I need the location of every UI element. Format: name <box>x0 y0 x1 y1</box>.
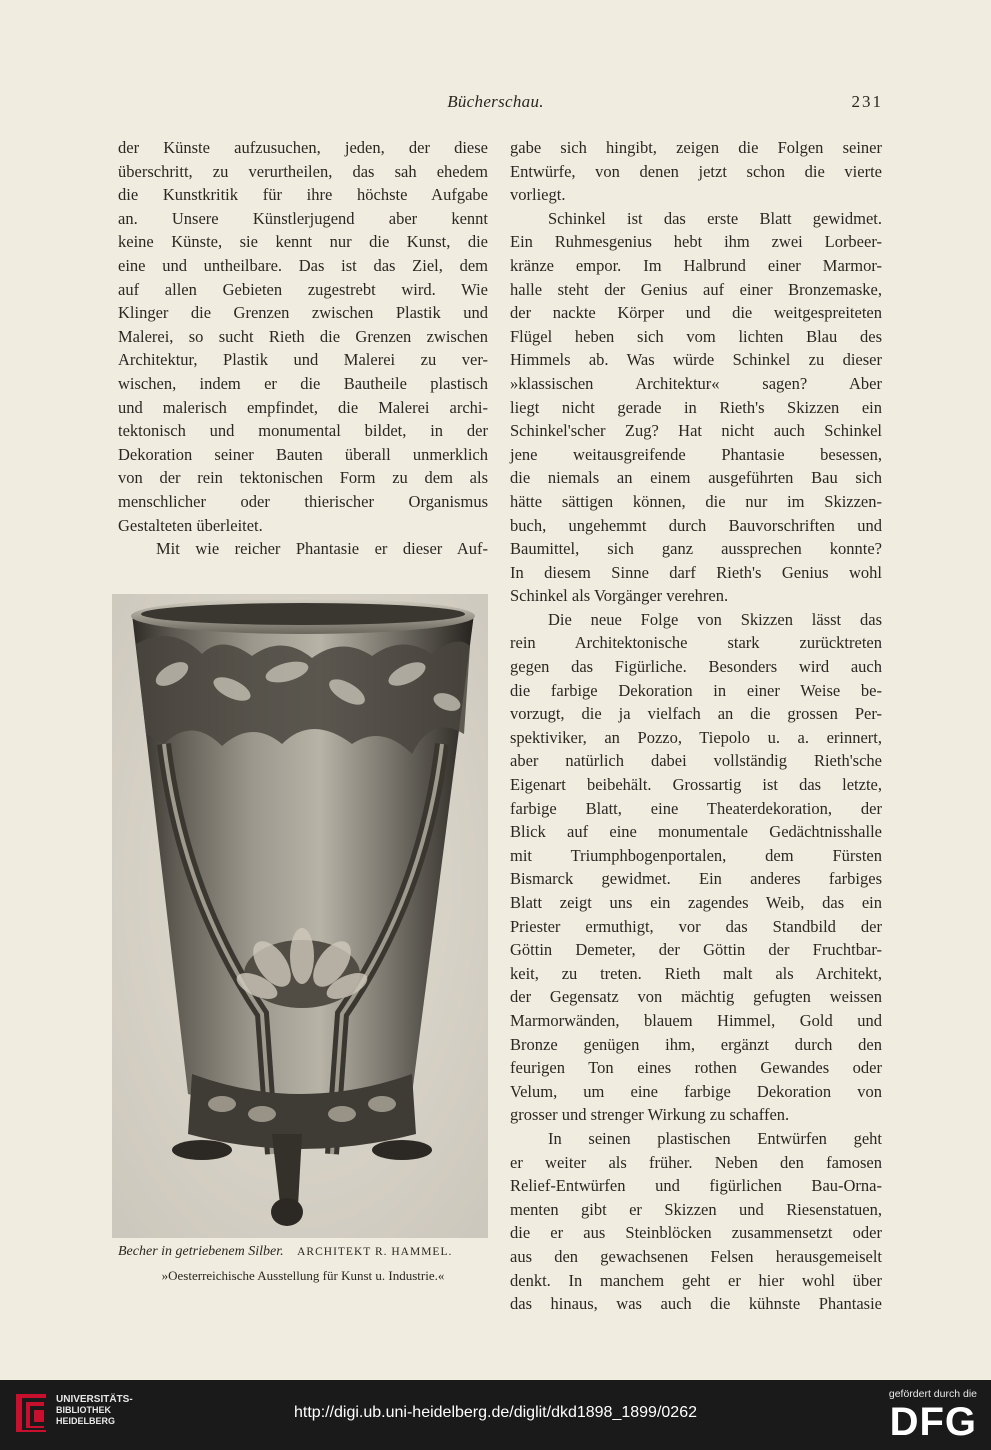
text-line: keine Künste, sie kennt nur die Kunst, die <box>118 232 488 252</box>
text-line: rein Architektonische stark zurücktreten <box>510 633 882 653</box>
text-line: menten gibt er Skizzen und Riesenstatuen, <box>510 1199 882 1219</box>
text-line: kränze empor. Im Halbrund einer Marmor- <box>510 255 882 275</box>
text-line: an. Unsere Künstlerjugend aber kennt <box>118 208 488 228</box>
text-line: und malerisch empfindet, die Malerei archi- <box>118 397 488 417</box>
text-line: Flügel heben sich vom lichten Blau des <box>510 326 882 346</box>
text-line: hätte sättigen können, die nur im Skizzen- <box>510 491 882 511</box>
source-url[interactable]: http://digi.ub.uni-heidelberg.de/diglit/dkd1898_1899/0262 <box>294 1404 697 1421</box>
text-line: vorzugt, die ja vielfach an die grossen Per- <box>510 704 882 724</box>
text-line: Priester ermuthigt, vor das Standbild der <box>510 916 882 936</box>
text-line: der nackte Körper und die weitgespreiteten <box>510 303 882 323</box>
text-line: die niemals an einem ausgeführten Bau sich <box>510 468 882 488</box>
text-line: Baumittel, sich ganz aussprechen konnte? <box>510 539 882 559</box>
text-line: Architektur, Plastik und Malerei zu ver- <box>118 350 488 370</box>
text-line: vorliegt. <box>510 185 566 205</box>
library-line-3: HEIDELBERG <box>56 1416 116 1426</box>
text-line: In seinen plastischen Entwürfen geht <box>548 1128 882 1148</box>
text-line: Malerei, so sucht Rieth die Grenzen zwischen <box>118 326 488 346</box>
text-line: Schinkel ist das erste Blatt gewidmet. <box>548 208 882 228</box>
text-line: Dekoration seiner Bauten überall unmerklich <box>118 444 488 464</box>
left-text-column <box>118 136 488 561</box>
text-line: auf allen Gebieten zugestrebt wird. Wie <box>118 279 488 299</box>
text-line: Entwürfe, von denen jetzt schon die vierte <box>510 161 882 181</box>
text-line: das hinaus, was auch die kühnste Phantasie <box>510 1294 882 1314</box>
text-line: wischen, indem er die Bautheile plastisch <box>118 373 488 393</box>
text-line: halle steht der Genius auf einer Bronzemaske, <box>510 279 882 299</box>
text-line: Göttin Demeter, der Göttin der Fruchtbar- <box>510 940 882 960</box>
text-line: die farbige Dekoration in einer Weise be- <box>510 680 882 700</box>
text-line: feurigen Ton eines rothen Gewandes oder <box>510 1058 882 1078</box>
text-line: spektiviker, an Pozzo, Tiepolo u. a. erinnert, <box>510 727 882 747</box>
text-line: Blick auf eine monumentale Gedächtnisshalle <box>510 822 882 842</box>
text-line: jene weitausgreifende Phantasie besessen, <box>510 444 882 464</box>
text-line: Klinger die Grenzen zwischen Plastik und <box>118 303 488 323</box>
caption-credit: ARCHITEKT R. HAMMEL. <box>297 1246 453 1258</box>
text-line: Velum, um eine farbige Dekoration von <box>510 1081 882 1101</box>
text-line: Mit wie reicher Phantasie er dieser Auf- <box>156 539 488 559</box>
text-line: eine und untheilbare. Das ist das Ziel, dem <box>118 255 488 275</box>
text-line: menschlicher oder thierischer Organismus <box>118 491 488 511</box>
text-line: er weiter als früher. Neben den famosen <box>510 1152 882 1172</box>
text-line: denkt. In manchem geht er hier wohl über <box>510 1270 882 1290</box>
text-line: Die neue Folge von Skizzen lässt das <box>548 609 882 629</box>
text-line: gabe sich hingibt, zeigen die Folgen seiner <box>510 138 882 157</box>
text-line: buch, ungehemmt durch Bauvorschriften und <box>510 515 882 535</box>
text-line: Schinkel'scher Zug? Hat nicht auch Schinkel <box>510 421 882 441</box>
text-line: die Kunstkritik für ihre höchste Aufgabe <box>118 185 488 205</box>
dfg-logo: DFG <box>889 1400 977 1444</box>
page-number: 231 <box>851 92 883 111</box>
text-line: Gestalteten überleitet. <box>118 515 263 535</box>
figure-caption <box>118 1244 490 1260</box>
silver-cup-illustration <box>112 594 488 1238</box>
text-line: Eigenart beibehält. Grossartig ist das letzte, <box>510 775 882 795</box>
text-line: überschritt, zu verurtheilen, das sah ehedem <box>118 161 488 181</box>
text-line: der Gegensatz von mächtig gefugten weissen <box>510 987 882 1007</box>
digitization-footer <box>0 1380 991 1450</box>
text-line: Himmels ab. Was würde Schinkel zu dieser <box>510 350 882 370</box>
text-line: Schinkel als Vorgänger verehren. <box>510 586 729 606</box>
caption-title: Becher in getriebenem Silber. <box>118 1244 284 1259</box>
funding-note: gefördert durch die <box>888 1388 977 1400</box>
text-line: grosser und strenger Wirkung zu schaffen. <box>510 1105 790 1125</box>
library-line-1: UNIVERSITÄTS- <box>56 1394 133 1405</box>
text-line: der Künste aufzusuchen, jeden, der diese <box>118 138 488 157</box>
text-line: mit Triumphbogenportalen, dem Fürsten <box>510 845 882 865</box>
text-line: von der rein tektonischen Form zu dem als <box>118 468 488 488</box>
running-header: Bücherschau. <box>447 92 544 111</box>
text-line: liegt nicht gerade in Rieth's Skizzen ein <box>510 397 882 417</box>
text-line: gegen das Figürliche. Besonders wird auch <box>510 657 882 677</box>
text-line: die er aus Steinblöcken zusammensetzt oder <box>510 1223 882 1243</box>
library-line-2: BIBLIOTHEK <box>56 1405 111 1415</box>
text-line: Bismarck gewidmet. Ein anderes farbiges <box>510 869 882 889</box>
text-line: aber natürlich dabei vollständig Rieth'sche <box>510 751 882 771</box>
text-line: Marmorwänden, blauem Himmel, Gold und <box>510 1010 882 1030</box>
text-line: Bronze genügen ihm, ergänzt durch den <box>510 1034 882 1054</box>
text-line: tektonisch und monumental bildet, in der <box>118 421 488 441</box>
text-line: keit, zu treten. Rieth malt als Architekt, <box>510 963 882 983</box>
text-line: Relief-Entwürfen und figürlichen Bau-Orna- <box>510 1176 882 1196</box>
text-line: »klassischen Architektur« sagen? Aber <box>510 373 882 393</box>
text-line: Blatt zeigt uns ein zagendes Weib, das ein <box>510 893 882 912</box>
text-line: Ein Ruhmesgenius hebt ihm zwei Lorbeer- <box>510 232 882 252</box>
text-line: aus den gewachsenen Felsen herausgemeiselt <box>510 1246 882 1266</box>
text-line: farbige Blatt, eine Theaterdekoration, der <box>510 798 882 818</box>
right-text-column <box>510 136 882 1316</box>
figure-source: »Oesterreichische Ausstellung für Kunst u. Industrie.« <box>161 1268 445 1283</box>
text-line: In diesem Sinne darf Rieth's Genius wohl <box>510 562 882 582</box>
